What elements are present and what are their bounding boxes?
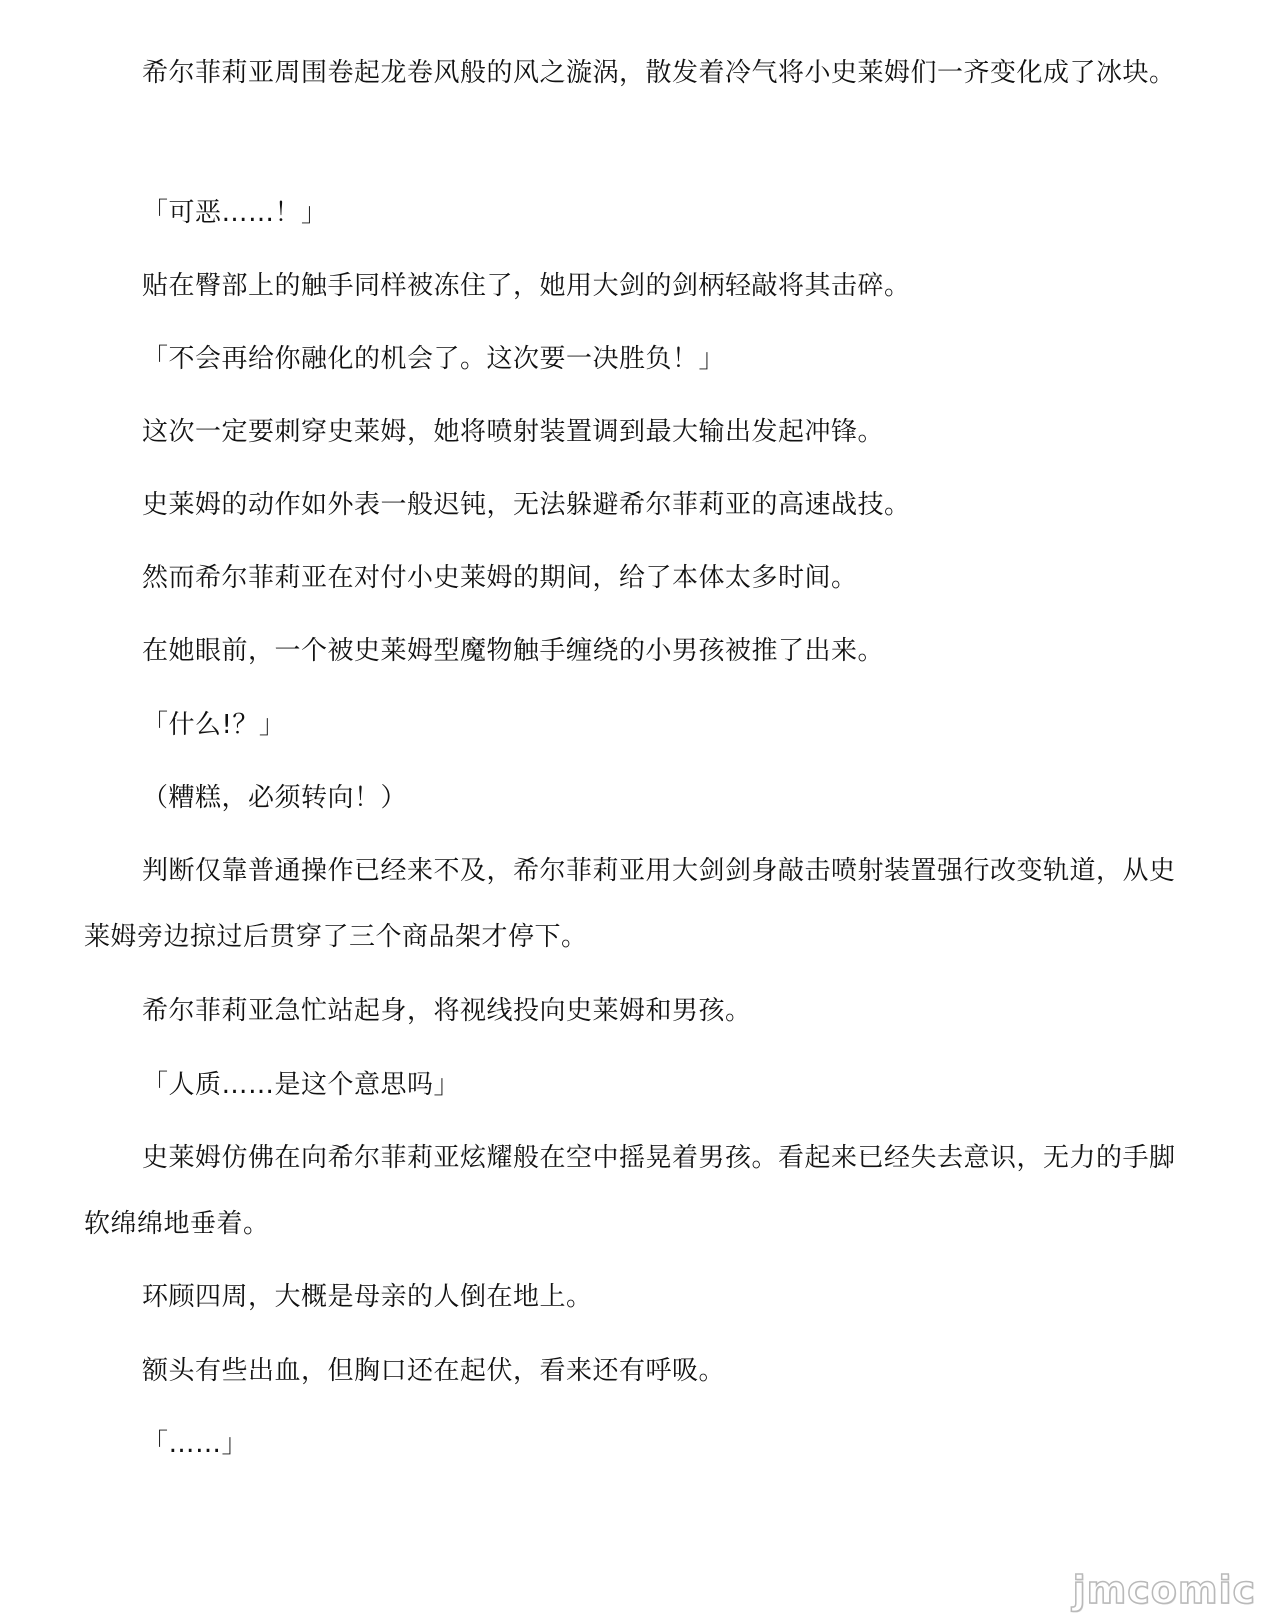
- paragraph-2: 「可恶……！」: [142, 198, 328, 228]
- paragraph-10: （糟糕，必须转向！）: [142, 783, 408, 813]
- paragraph-7: 然而希尔菲莉亚在对付小史莱姆的期间，给了本体太多时间。: [142, 563, 858, 593]
- paragraph-1: 希尔菲莉亚周围卷起龙卷风般的风之漩涡，散发着冷气将小史莱姆们一齐变化成了冰块。: [142, 58, 1176, 88]
- paragraph-16: 额头有些出血，但胸口还在起伏，看来还有呼吸。: [142, 1356, 726, 1386]
- paragraph-5: 这次一定要刺穿史莱姆，她将喷射装置调到最大输出发起冲锋。: [142, 417, 885, 447]
- paragraph-12: 希尔菲莉亚急忙站起身，将视线投向史莱姆和男孩。: [142, 996, 752, 1026]
- paragraph-3: 贴在臀部上的触手同样被冻住了，她用大剑的剑柄轻敲将其击碎。: [142, 271, 911, 301]
- paragraph-11: 判断仅靠普通操作已经来不及，希尔菲莉亚用大剑剑身敲击喷射装置强行改变轨道，从史莱姆旁边掠过后贯穿了三个商品架才停下。: [84, 856, 1176, 952]
- paragraph-9: 「什么!？」: [142, 710, 286, 740]
- paragraph-13: 「人质……是这个意思吗」: [142, 1070, 461, 1100]
- watermark-logo: jmcomic: [1072, 1568, 1256, 1612]
- paragraph-17: 「……」: [142, 1429, 249, 1459]
- paragraph-4: 「不会再给你融化的机会了。这次要一决胜负！」: [142, 344, 726, 374]
- paragraph-8: 在她眼前，一个被史莱姆型魔物触手缠绕的小男孩被推了出来。: [142, 636, 885, 666]
- paragraph-15: 环顾四周，大概是母亲的人倒在地上。: [142, 1282, 593, 1312]
- paragraph-14: 史莱姆仿佛在向希尔菲莉亚炫耀般在空中摇晃着男孩。看起来已经失去意识，无力的手脚软绵绵地垂着。: [84, 1143, 1176, 1239]
- paragraph-6: 史莱姆的动作如外表一般迟钝，无法躲避希尔菲莉亚的高速战技。: [142, 490, 911, 520]
